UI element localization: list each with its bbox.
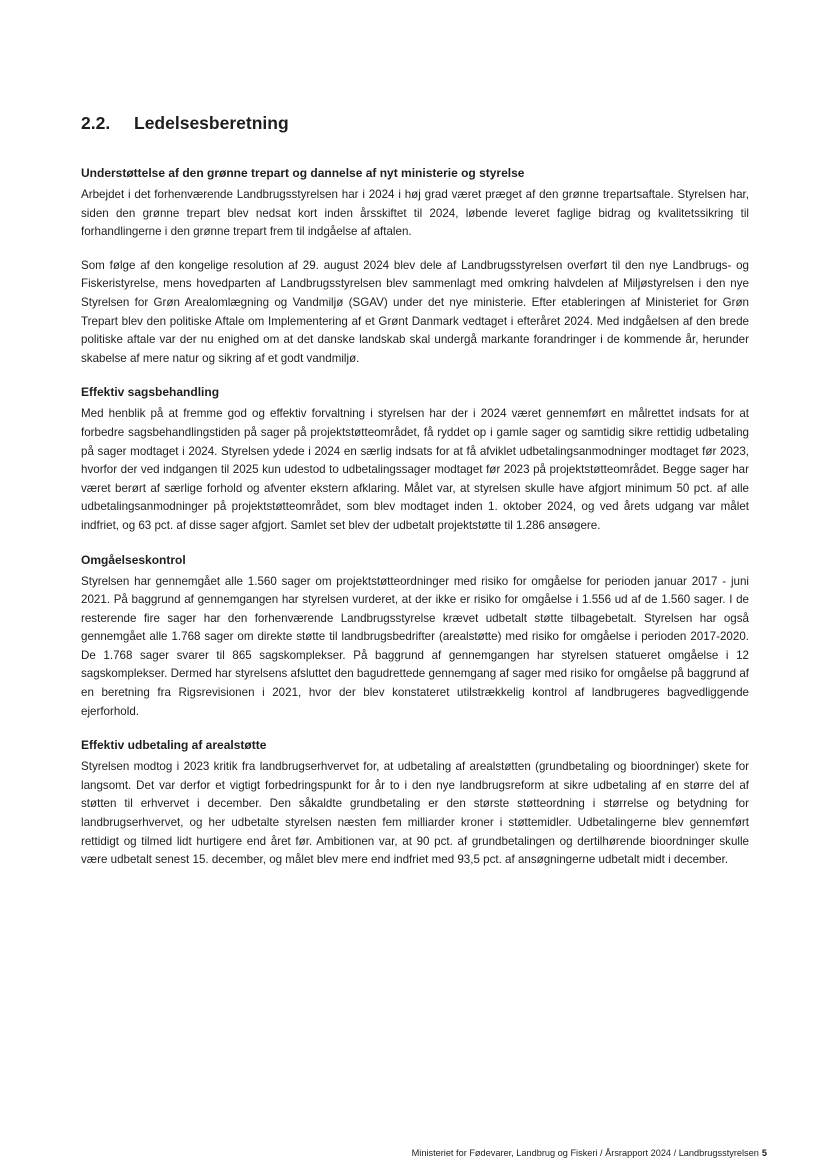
footer-text: Ministeriet for Fødevarer, Landbrug og Fiskeri / Årsrapport 2024 / Landbrugsstyrelsen [411, 1148, 759, 1158]
subsection-heading: Effektiv udbetaling af arealstøtte [81, 738, 267, 753]
subsection-heading: Omgåelseskontrol [81, 552, 186, 567]
paragraph: Med henblik på at fremme god og effektiv forvaltning i styrelsen har der i 2024 været gennemført en målrettet indsats for at forbedre sagsbehandlingstiden på sager på projektstøtteområdet, få ryddet op i gamle sager og samtidig sikre rettidig udbetaling på sager modtaget i 2024. Styrelsen ydede i 2024 en særlig indsats for at få afviklet udbetalingsanmodninger modtaget før 2023, hvorfor der ved indgangen til 2025 kun udestod to udbetalingssager modtaget før 2023 på projektstøtteområdet. Begge sager har været berørt af særlige forhold og afventer ekstern afklaring. Målet var, at styrelsen skulle have afgjort minimum 50 pct. af alle udbetalingsanmodninger på projektstøtteområdet, som blev modtaget inden 1. oktober 2024, og ved årets udgang var målet indfriet, og 63 pct. af disse sager afgjort. Samlet set blev der udbetalt projektstøtte til 1.286 ansøgere. [81, 407, 749, 532]
section-number: 2.2. [81, 113, 111, 133]
section-title: Ledelsesberetning [134, 113, 289, 133]
page-number: 5 [761, 1148, 767, 1158]
page-footer [412, 1148, 767, 1158]
subsection-case-processing [81, 384, 749, 535]
paragraph: Arbejdet i det forhenværende Landbrugsstyrelsen har i 2024 i høj grad været præget af den grønne trepartsaftale. Styrelsen har, siden den grønne trepart blev nedsat kort inden årsskiftet til 2024, løbende leveret faglige bidrag og kvalitetssikring til forhandlingerne i den grønne trepart frem til indgåelse af aftalen. [81, 188, 749, 239]
subsection-heading: Effektiv sagsbehandling [81, 385, 220, 400]
section-heading [81, 113, 289, 134]
paragraph: Styrelsen modtog i 2023 kritik fra landbrugserhvervet for, at udbetaling af arealstøtten (grundbetaling og bioordninger) skete for langsomt. Det var derfor et vigtigt forbedringspunkt for år to i den nye landbrugsreform at sikre udbetaling af en større del af støtten til erhvervet i december. Den såkaldte grundbetaling er den største støtteordning i størrelse og betydning for landbrugserhvervet, og her udbetalte styrelsen næsten fem milliarder kroner i støttemidler. Udbetalingerne blev gennemført rettidigt og tilmed lidt hurtigere end året før. Ambitionen var, at 90 pct. af grundbetalingen og dertilhørende bioordninger skulle være udbetalt senest 15. december, og målet blev mere end indfriet med 93,5 pct. af ansøgningerne udbetalt midt i december. [81, 760, 749, 867]
paragraph: Styrelsen har gennemgået alle 1.560 sager om projektstøtteordninger med risiko for omgåelse for perioden januar 2017 - juni 2021. På baggrund af gennemgangen har styrelsen vurderet, at der ikke er risiko for omgåelse i 1.556 ud af de 1.560 sager. I de resterende fire sager har den forhenværende Landbrugsstyrelse krævet udbetalt støtte tilbagebetalt. Styrelsen har også gennemgået alle 1.768 sager om direkte støtte til landbrugsbedrifter (arealstøtte) med risiko for omgåelse i perioden 2017-2020. De 1.768 sager svarer til 865 sagskomplekser. På baggrund af gennemgangen har styrelsen statueret omgåelse i 12 sagskomplekser. Dermed har styrelsens afsluttet den bagudrettede gennemgang af sager med risiko for omgåelse på baggrund af en beretning fra Rigsrevisionen i 2021, hvor der blev konstateret utilstrækkelig kontrol af landbrugeres bagvedliggende ejerforhold. [81, 574, 749, 718]
paragraph: Som følge af den kongelige resolution af 29. august 2024 blev dele af Landbrugsstyrelsen overført til den nye Landbrugs- og Fiskeristyrelse, mens hovedparten af Landbrugsstyrelsen blev sammenlagt med omkring halvdelen af Miljøstyrelsen i den nye Styrelsen for Grøn Arealomlægning og Vandmiljø (SGAV) under det nye ministerie. Efter etableringen af Ministeriet for Grøn Trepart blev den politiske Aftale om Implementering af et Grønt Danmark vedtaget i efteråret 2024. Med indgåelsen af den brede politiske aftale var der nu enighed om at det danske landskab skal undergå markante forandringer i de kommende år, herunder skabelse af mere natur og sikring af et godt vandmiljø. [81, 258, 749, 365]
subsection-circumvention-control [81, 552, 749, 722]
report-body [81, 165, 749, 870]
subsection-green-trepart [81, 165, 749, 368]
subsection-heading: Understøttelse af den grønne trepart og dannelse af nyt ministerie og styrelse [81, 166, 525, 180]
subsection-area-support-payment [81, 737, 749, 870]
